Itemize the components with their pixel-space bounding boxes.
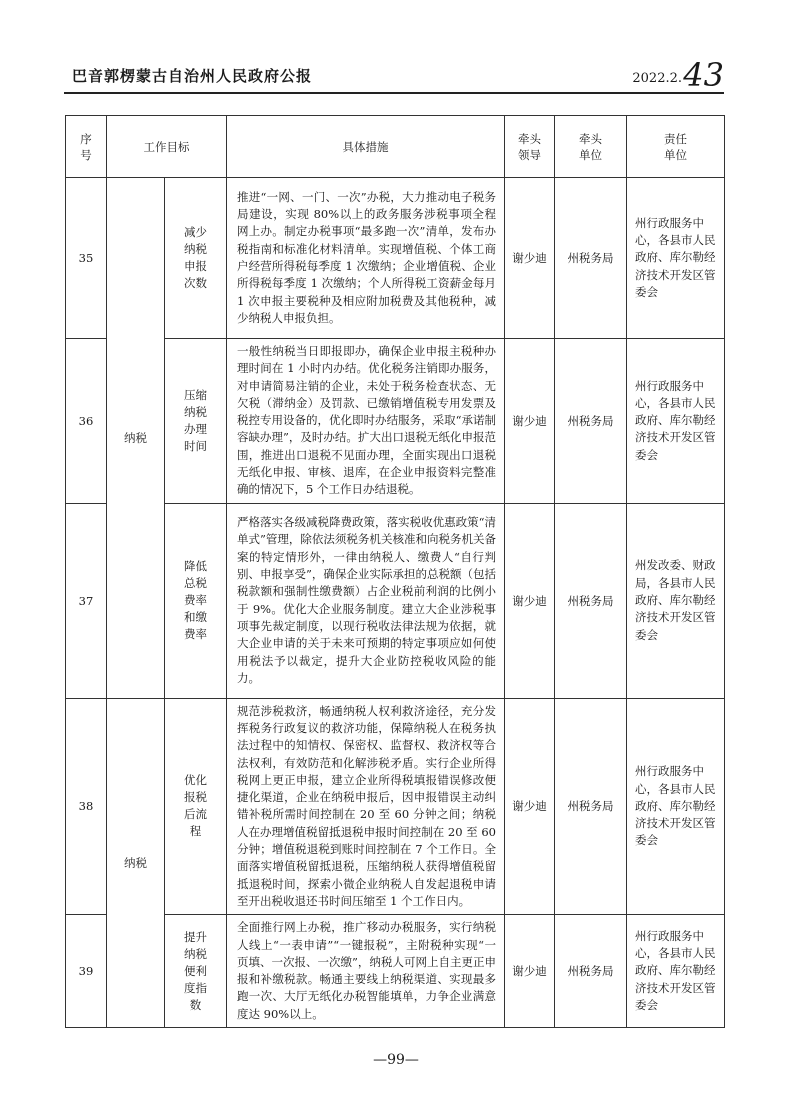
- measure-text: 严格落实各级减税降费政策，落实税收优惠政策“清单式”管理，除依法须税务机关核准和向税务机关备案的特定情形外，一律由纳税人、缴费人“自行判别、申报享受”，确保企业实际承担的总税额（包括税款额和强制性缴费额）占企业税前利润的比例小于 9%。优化大企业服务制度。建立大企业涉税事项事先裁定制度，以现行税收法律法规为依据，就大企业申请的关于未来可预期的特定事项应如何使用税法予以裁定，提升大企业防控税收风险的能力。: [227, 503, 505, 698]
- work-goal: 压缩纳税办理时间: [165, 339, 227, 504]
- page-number: —99—: [373, 1052, 419, 1068]
- table-header-row: [66, 116, 725, 178]
- responsible-units: 州行政服务中心，各县市人民政府、库尔勒经济技术开发区管委会: [627, 339, 725, 504]
- category-cell: 纳税: [107, 698, 165, 1027]
- lead-unit: 州税务局: [555, 339, 627, 504]
- issue-date: 2022.2.: [632, 71, 682, 86]
- lead-leader: 谢少迪: [505, 915, 555, 1028]
- page-header: [64, 56, 724, 92]
- lead-leader: 谢少迪: [505, 339, 555, 504]
- row-number: 36: [66, 339, 107, 504]
- row-number: 39: [66, 915, 107, 1028]
- table-row: [66, 698, 725, 915]
- table-row: [66, 339, 725, 504]
- measures-table: [65, 115, 725, 1028]
- lead-unit: 州税务局: [555, 698, 627, 915]
- header-lead-unit: 牵头单位: [555, 116, 627, 178]
- responsible-units: 州行政服务中心，各县市人民政府、库尔勒经济技术开发区管委会: [627, 178, 725, 339]
- lead-unit: 州税务局: [555, 915, 627, 1028]
- header-goal: 工作目标: [107, 116, 227, 178]
- work-goal: 减少纳税申报次数: [165, 178, 227, 339]
- row-number: 37: [66, 503, 107, 698]
- lead-unit: 州税务局: [555, 503, 627, 698]
- work-goal: 提升纳税便利度指数: [165, 915, 227, 1028]
- table-row: [66, 915, 725, 1028]
- row-number: 38: [66, 698, 107, 915]
- header-resp-unit: 责任单位: [627, 116, 725, 178]
- header-measures: 具体措施: [227, 116, 505, 178]
- measure-text: 推进“一网、一门、一次”办税，大力推动电子税务局建设，实现 80%以上的政务服务涉税事项全程网上办。制定办税事项“最多跑一次”清单，发布办税指南和标准化材料清单。实现增值税、个体工商户经营所得税每季度 1 次缴纳；企业增值税、企业所得税每季度 1 次缴纳；个人所得税工资薪金每月 1 次申报主要税种及相应附加税费及其他税种，减少纳税人申报负担。: [227, 178, 505, 339]
- lead-leader: 谢少迪: [505, 178, 555, 339]
- lead-leader: 谢少迪: [505, 698, 555, 915]
- issue-number: 43: [683, 56, 724, 94]
- table-row: [66, 178, 725, 339]
- work-goal: 优化报税后流程: [165, 698, 227, 915]
- measure-text: 全面推行网上办税，推广移动办税服务，实行纳税人线上“一表申请”“一键报税”，主附税种实现“一页填、一次报、一次缴”，纳税人可网上自主更正申报和补缴税款。畅通主要线上纳税渠道、实现最多跑一次、大厅无纸化办税智能填单，力争企业满意度达 90%以上。: [227, 915, 505, 1028]
- gazette-title: 巴音郭楞蒙古自治州人民政府公报: [72, 67, 313, 85]
- header-lead-leader: 牵头领导: [505, 116, 555, 178]
- work-goal: 降低总税费率和缴费率: [165, 503, 227, 698]
- responsible-units: 州行政服务中心，各县市人民政府、库尔勒经济技术开发区管委会: [627, 915, 725, 1028]
- measure-text: 规范涉税救济，畅通纳税人权利救济途径，充分发挥税务行政复议的救济功能，保障纳税人在税务执法过程中的知情权、保密权、监督权、救济权等合法权利，有效防范和化解涉税矛盾。实行企业所得税网上更正申报，建立企业所得税填报错误修改便捷化渠道，企业在纳税申报后，因申报错误主动纠错补税所需时间控制在 20 至 60 分钟之间；纳税人在办理增值税留抵退税申报时间控制在 20 至 60 分钟；增值税退税到账时间控制在 7 个工作日。全面落实增值税留抵退税，压缩纳税人获得增值税留抵退税时间，探索小微企业纳税人自发起退税申请至开出税收退还书时间压缩至 1 个工作日内。: [227, 698, 505, 915]
- category-cell: 纳税: [107, 178, 165, 699]
- responsible-units: 州行政服务中心，各县市人民政府、库尔勒经济技术开发区管委会: [627, 698, 725, 915]
- header-num: 序号: [66, 116, 107, 178]
- lead-leader: 谢少迪: [505, 503, 555, 698]
- row-number: 35: [66, 178, 107, 339]
- table-row: [66, 503, 725, 698]
- measure-text: 一般性纳税当日即报即办，确保企业申报主税种办理时间在 1 小时内办结。优化税务注销即办服务，对申请简易注销的企业，未处于税务检查状态、无欠税（滞纳金）及罚款、已缴销增值税专用发票及税控专用设备的，优化即时办结服务，采取“承诺制容缺办理”，及时办结。扩大出口退税无纸化申报范围，推进出口退税不见面办理，全面实现出口退税无纸化申报、审核、退库，在企业申报资料完整准确的情况下，5 个工作日办结退税。: [227, 339, 505, 504]
- responsible-units: 州发改委、财政局，各县市人民政府、库尔勒经济技术开发区管委会: [627, 503, 725, 698]
- header-divider: [64, 92, 724, 94]
- lead-unit: 州税务局: [555, 178, 627, 339]
